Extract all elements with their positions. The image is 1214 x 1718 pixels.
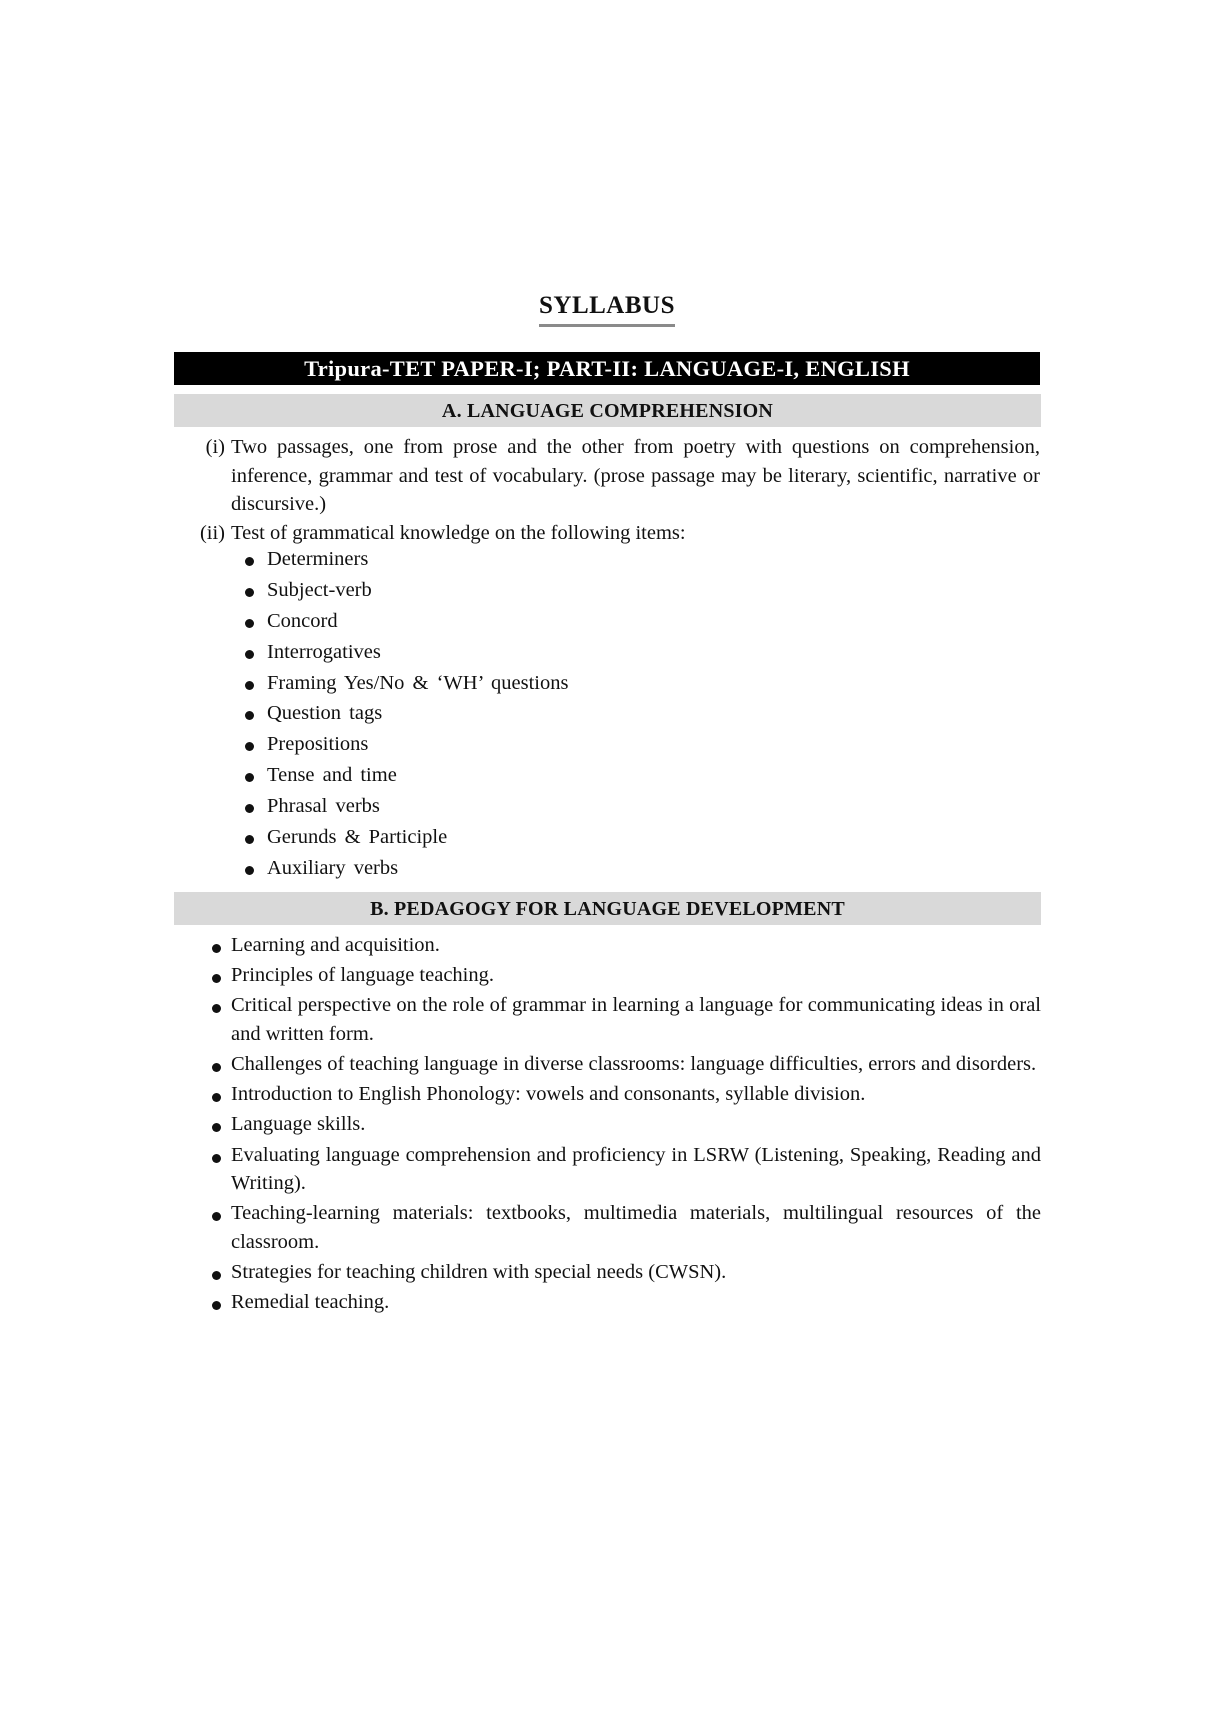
section-b-heading: B. PEDAGOGY FOR LANGUAGE DEVELOPMENT	[174, 892, 1041, 925]
bullet-icon	[245, 711, 254, 720]
list-item	[210, 931, 1041, 960]
list-item	[210, 1199, 1041, 1256]
grammar-items-list	[245, 544, 568, 884]
list-item-text: Language skills.	[231, 1113, 366, 1136]
bullet-icon	[245, 650, 254, 659]
list-item	[245, 606, 568, 637]
list-item-text: Challenges of teaching language in diverse classrooms: language difficulties, errors and disorders.	[231, 1053, 1037, 1076]
list-item	[210, 1110, 1041, 1139]
list-item-text: Strategies for teaching children with special needs (CWSN).	[231, 1261, 727, 1283]
bullet-icon	[212, 974, 221, 983]
list-item	[210, 1288, 1041, 1317]
numbered-item-ii	[174, 519, 1040, 548]
page-title-wrap	[0, 292, 1214, 327]
list-item	[245, 698, 568, 729]
bullet-icon	[245, 773, 254, 782]
bullet-icon	[212, 1063, 221, 1072]
list-item	[245, 575, 568, 606]
list-item	[245, 791, 568, 822]
bullet-icon	[245, 681, 254, 690]
bullet-icon	[212, 944, 221, 953]
list-item-text: Principles of language teaching.	[231, 964, 494, 987]
list-item-text: Learning and acquisition.	[231, 934, 440, 956]
list-item-text: Subject-verb	[267, 578, 372, 601]
list-item-text: Teaching-learning materials: textbooks, multimedia materials, multilingual resources of the classroom.	[231, 1202, 1041, 1253]
bullet-icon	[245, 742, 254, 751]
bullet-icon	[212, 1004, 221, 1013]
list-item-text: Introduction to English Phonology: vowels and consonants, syllable division.	[231, 1083, 866, 1106]
bullet-icon	[245, 804, 254, 813]
page-title: SYLLABUS	[539, 292, 675, 327]
list-item	[245, 853, 568, 884]
list-item-text: Question tags	[267, 702, 383, 725]
bullet-icon	[245, 835, 254, 844]
list-item	[245, 544, 568, 575]
list-item-text: Remedial teaching.	[231, 1291, 390, 1314]
bullet-icon	[212, 1271, 221, 1280]
list-item	[210, 1141, 1041, 1198]
section-a-numbered-list	[174, 433, 1040, 547]
list-item-text: Gerunds & Participle	[267, 826, 448, 849]
list-item-text: Determiners	[267, 548, 369, 570]
list-item	[210, 1080, 1041, 1109]
list-item	[245, 637, 568, 668]
numbered-item-text: Two passages, one from prose and the other from poetry with questions on comprehension, inference, grammar and test of vocabulary. (prose passage may be literary, scientific, narrative or discursive.)	[231, 436, 1040, 515]
bullet-icon	[212, 1154, 221, 1163]
list-item	[245, 668, 568, 699]
list-item	[210, 991, 1041, 1048]
bullet-icon	[212, 1123, 221, 1132]
list-item	[210, 961, 1041, 990]
list-item-text: Interrogatives	[267, 640, 381, 663]
list-item-text: Evaluating language comprehension and proficiency in LSRW (Listening, Speaking, Reading and Writing).	[231, 1143, 1041, 1195]
section-a-heading: A. LANGUAGE COMPREHENSION	[174, 394, 1041, 427]
list-item	[245, 822, 568, 853]
list-item	[245, 729, 568, 760]
list-item-text: Critical perspective on the role of grammar in learning a language for communicating ideas in oral and written form.	[231, 994, 1041, 1045]
list-item-text: Framing Yes/No & ‘WH’ questions	[267, 671, 569, 694]
list-item	[210, 1258, 1041, 1287]
bullet-icon	[212, 1301, 221, 1310]
bullet-icon	[245, 557, 254, 566]
paper-heading-bar: Tripura-TET PAPER-I; PART-II: LANGUAGE-I, ENGLISH	[174, 352, 1040, 385]
bullet-icon	[245, 619, 254, 628]
bullet-icon	[245, 588, 254, 597]
numbered-item-label: (ii)	[199, 521, 225, 544]
list-item-text: Auxiliary verbs	[267, 856, 399, 879]
list-item-text: Phrasal verbs	[267, 795, 380, 818]
bullet-icon	[212, 1093, 221, 1102]
list-item	[210, 1050, 1041, 1079]
list-item-text: Prepositions	[267, 733, 369, 756]
list-item	[245, 760, 568, 791]
numbered-item-text: Test of grammatical knowledge on the following items:	[231, 521, 686, 544]
numbered-item-label: (i)	[205, 436, 225, 458]
numbered-item-i	[174, 433, 1040, 519]
list-item-text: Tense and time	[267, 764, 397, 787]
pedagogy-items-list	[210, 931, 1041, 1318]
bullet-icon	[212, 1212, 221, 1221]
list-item-text: Concord	[267, 609, 338, 632]
bullet-icon	[245, 866, 254, 875]
